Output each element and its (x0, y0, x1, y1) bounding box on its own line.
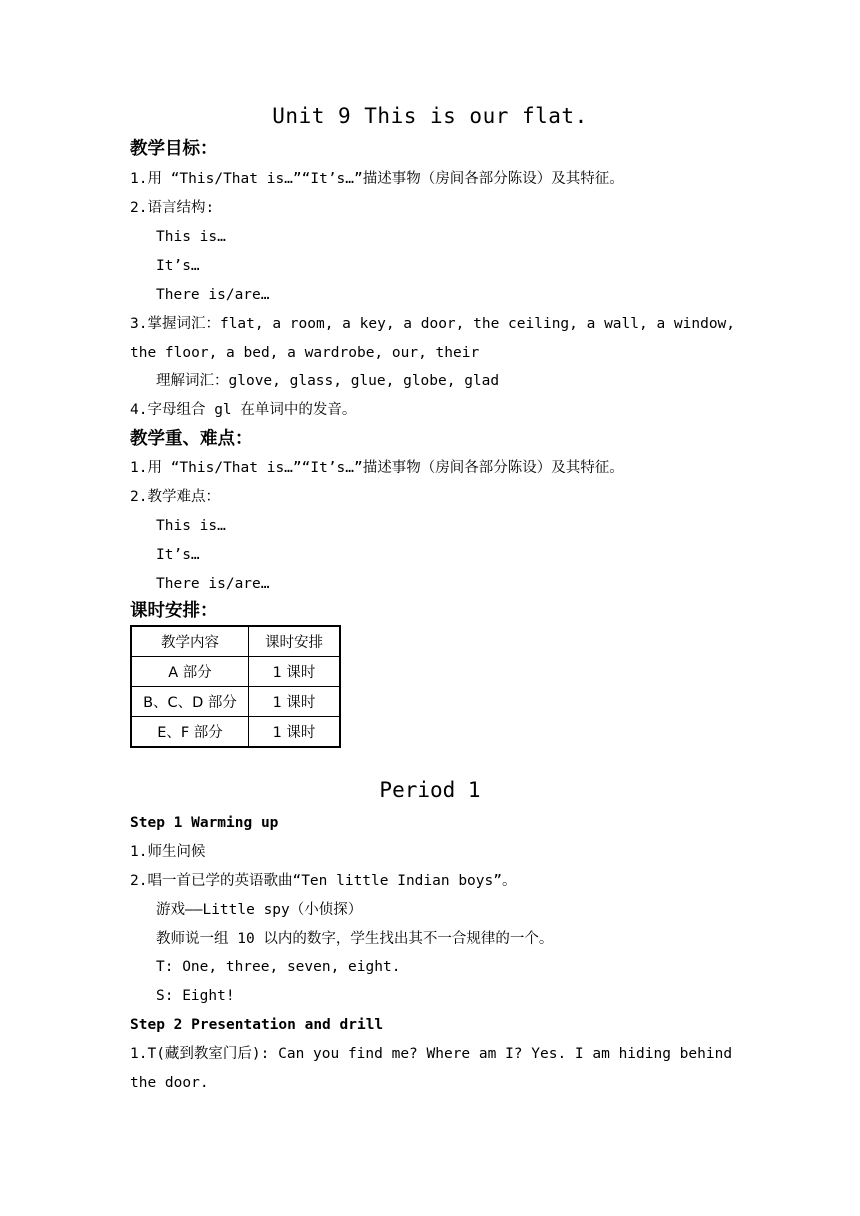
step2-line: the door. (130, 1075, 209, 1091)
table-row (131, 717, 340, 748)
step1-line: S: Eight! (156, 988, 235, 1004)
objective-line: the floor, a bed, a wardrobe, our, their (130, 345, 480, 361)
objective-line: 1.用 “This/That is…”“It’s…”描述事物（房间各部分陈设）及其特征。 (130, 171, 624, 187)
keypoint-line: This is… (156, 518, 226, 534)
objective-line: 理解词汇：glove, glass, glue, globe, glad (156, 373, 500, 389)
table-cell: 1 课时 (249, 717, 341, 748)
step1-heading: Step 1 Warming up (130, 815, 279, 831)
objective-line: It’s… (156, 258, 200, 274)
keypoint-line: 2.教学难点： (130, 489, 220, 505)
table-header-cell: 课时安排 (249, 626, 341, 657)
objective-line: There is/are… (156, 287, 270, 303)
step1-line: 1.师生问候 (130, 844, 206, 860)
step2-heading: Step 2 Presentation and drill (130, 1017, 384, 1033)
document-title: Unit 9 This is our flat. (272, 104, 588, 128)
step1-line: 游戏——Little spy（小侦探） (156, 902, 363, 918)
keypoints-heading: 教学重、难点： (130, 429, 253, 449)
keypoint-line: 1.用 “This/That is…”“It’s…”描述事物（房间各部分陈设）及其特征。 (130, 460, 624, 476)
table-header-row (131, 626, 340, 657)
table-cell: E、F 部分 (131, 717, 249, 748)
table-cell: 1 课时 (249, 687, 341, 717)
objective-line: This is… (156, 229, 226, 245)
keypoint-line: There is/are… (156, 576, 270, 592)
objective-line: 3.掌握词汇：flat, a room, a key, a door, the ceiling, a wall, a window, (130, 316, 736, 332)
objectives-heading: 教学目标： (130, 139, 218, 159)
keypoint-line: It’s… (156, 547, 200, 563)
schedule-heading: 课时安排： (130, 601, 218, 621)
step1-line: T: One, three, seven, eight. (156, 959, 401, 975)
table-cell: A 部分 (131, 657, 249, 687)
schedule-table (130, 625, 341, 748)
table-row (131, 657, 340, 687)
step2-line: 1.T(藏到教室门后): Can you find me? Where am I? Yes. I am hiding behind (130, 1046, 733, 1062)
objective-line: 4.字母组合 gl 在单词中的发音。 (130, 402, 357, 418)
table-cell: 1 课时 (249, 657, 341, 687)
step1-line: 2.唱一首已学的英语歌曲“Ten little Indian boys”。 (130, 873, 517, 889)
table-header-cell: 教学内容 (131, 626, 249, 657)
objective-line: 2.语言结构: (130, 200, 215, 216)
step1-line: 教师说一组 10 以内的数字，学生找出其不一合规律的一个。 (156, 931, 554, 947)
table-row (131, 687, 340, 717)
table-cell: B、C、D 部分 (131, 687, 249, 717)
period-title: Period 1 (379, 778, 481, 802)
